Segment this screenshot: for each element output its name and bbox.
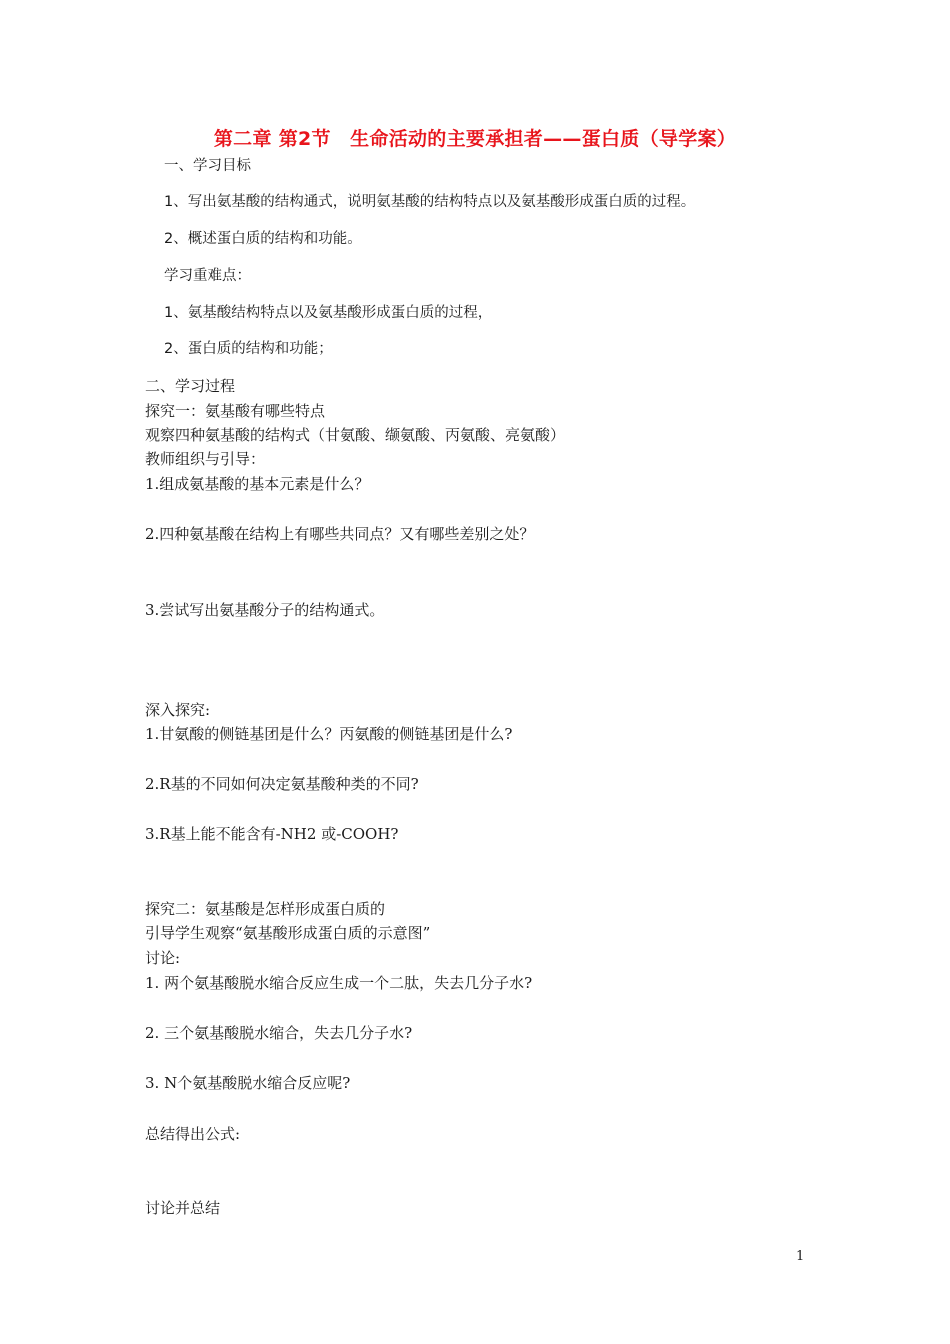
page-number: 1 [796, 1249, 805, 1264]
inquiry-one-title: 探究一：氨基酸有哪些特点 [145, 402, 326, 420]
inquiry-one-observe: 观察四种氨基酸的结构式（甘氨酸、缬氨酸、丙氨酸、亮氨酸） [145, 426, 566, 444]
objectives-heading: 一、学习目标 [164, 158, 251, 174]
formula-prompt: 总结得出公式: [145, 1125, 241, 1143]
inquiry-one-question-3: 3.尝试写出氨基酸分子的结构通式。 [145, 601, 385, 619]
inquiry-two-question-1: 1. 两个氨基酸脱水缩合反应生成一个二肽，失去几分子水? [145, 974, 533, 992]
inquiry-two-discuss: 讨论: [145, 949, 181, 967]
key-point-item-1: 1、氨基酸结构特点以及氨基酸形成蛋白质的过程， [164, 305, 493, 321]
inquiry-two-question-3: 3. N个氨基酸脱水缩合反应呢? [145, 1074, 351, 1092]
objective-item-1: 1、写出氨基酸的结构通式，说明氨基酸的结构特点以及氨基酸形成蛋白质的过程。 [164, 194, 696, 210]
inquiry-one-question-2: 2.四种氨基酸在结构上有哪些共同点？又有哪些差别之处？ [145, 525, 535, 543]
inquiry-one-question-1: 1.组成氨基酸的基本元素是什么？ [145, 475, 370, 493]
objective-item-2: 2、概述蛋白质的结构和功能。 [164, 231, 362, 247]
deep-inquiry-question-1: 1.甘氨酸的侧链基团是什么？丙氨酸的侧链基团是什么? [145, 725, 513, 743]
document-title: 第二章 第2节 生命活动的主要承担者——蛋白质（导学案） [213, 128, 737, 150]
key-point-item-2: 2、蛋白质的结构和功能； [164, 341, 333, 357]
process-heading: 二、学习过程 [145, 377, 236, 395]
inquiry-two-title: 探究二：氨基酸是怎样形成蛋白质的 [145, 900, 386, 918]
inquiry-two-guide: 引导学生观察“氨基酸形成蛋白质的示意图” [145, 924, 431, 942]
deep-inquiry-title: 深入探究: [145, 701, 211, 719]
summary-prompt: 讨论并总结 [145, 1199, 221, 1217]
inquiry-two-question-2: 2. 三个氨基酸脱水缩合，失去几分子水? [145, 1024, 413, 1042]
inquiry-one-guide: 教师组织与引导： [145, 450, 266, 468]
deep-inquiry-question-3: 3.R基上能不能含有-NH2 或-COOH? [145, 825, 399, 843]
key-points-heading: 学习重难点： [164, 268, 251, 284]
deep-inquiry-question-2: 2.R基的不同如何决定氨基酸种类的不同? [145, 775, 419, 793]
